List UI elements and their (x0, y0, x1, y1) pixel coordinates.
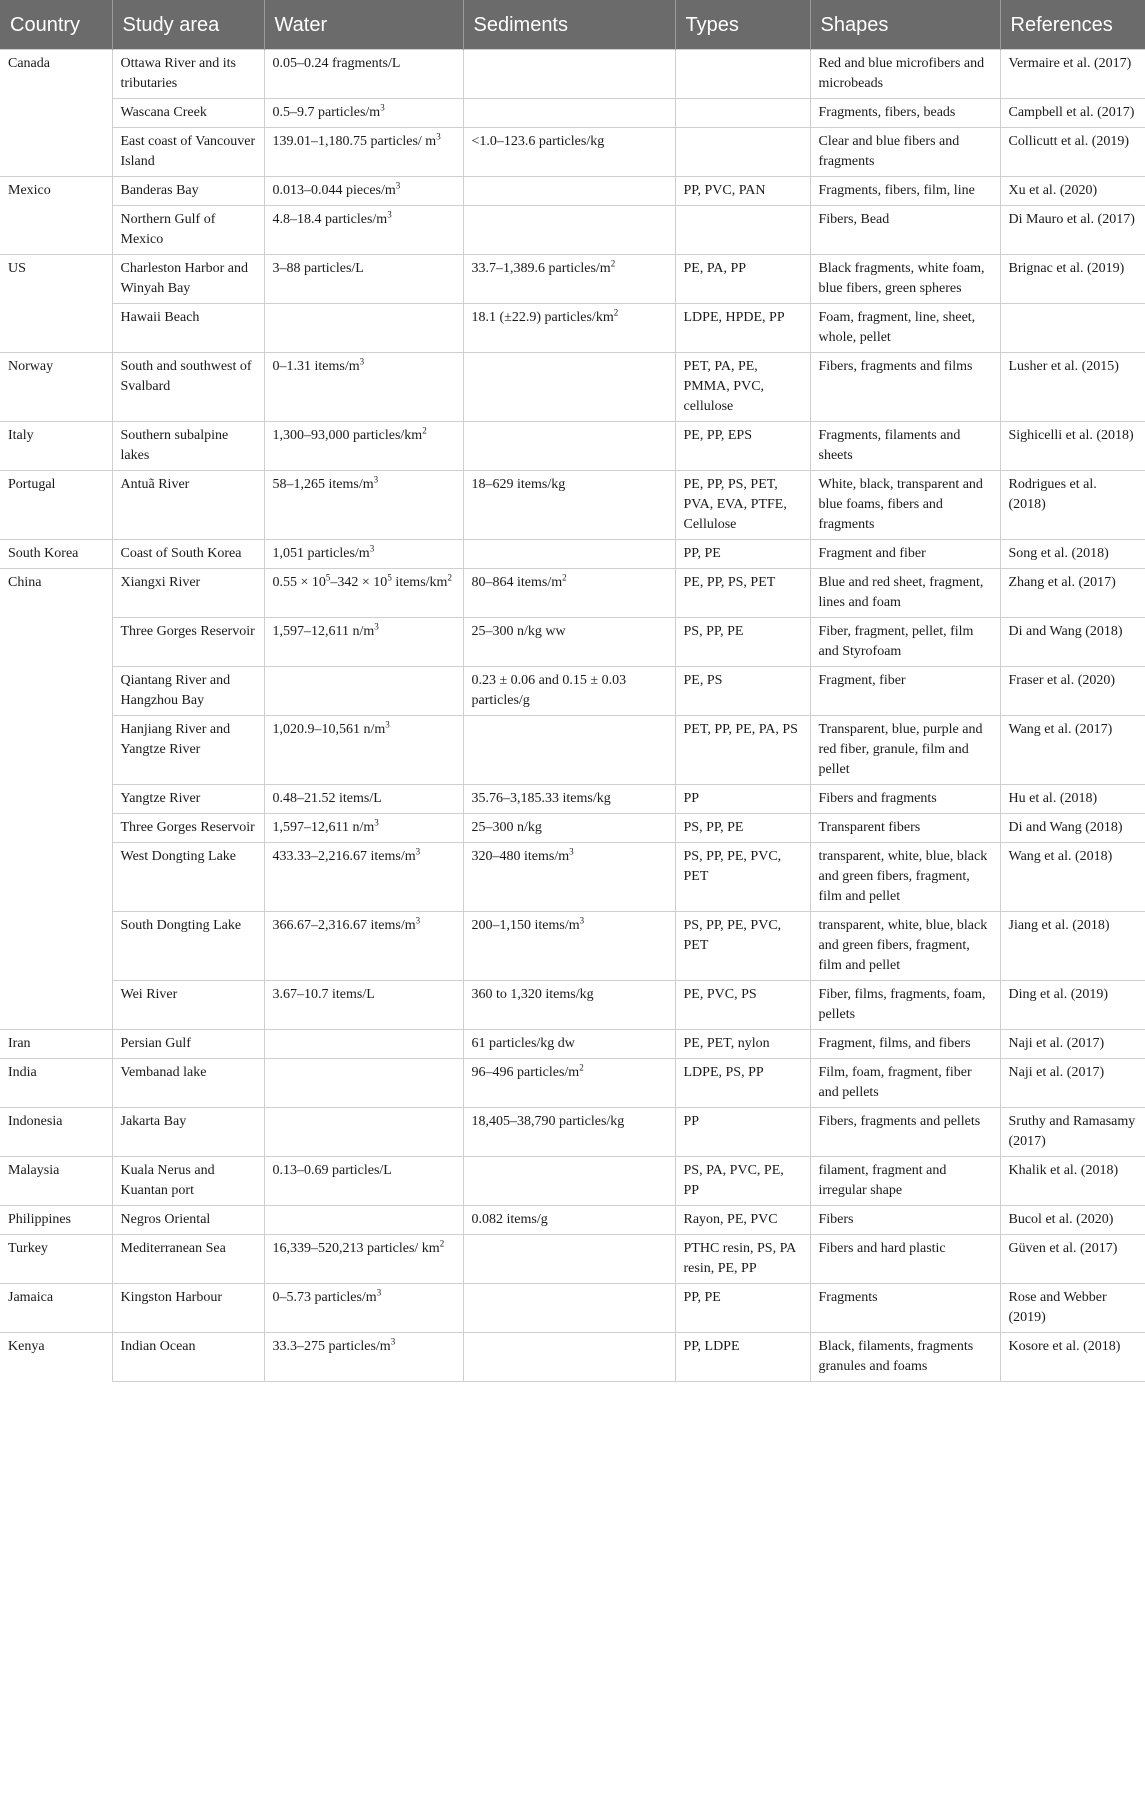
cell-sediments: <1.0–123.6 particles/kg (463, 128, 675, 177)
cell-country: China (0, 569, 112, 1030)
cell-types: PP, PVC, PAN (675, 177, 810, 206)
cell-shapes: Fragment, fiber (810, 667, 1000, 716)
table-row (0, 50, 1145, 99)
header-row (0, 0, 1145, 50)
cell-types: PP (675, 785, 810, 814)
cell-water: 0.5–9.7 particles/$m^3$ (264, 99, 463, 128)
cell-types: LDPE, HPDE, PP (675, 304, 810, 353)
cell-water: 16,339–520,213 particles/ $km^2$ (264, 1235, 463, 1284)
cell-sediments (463, 1157, 675, 1206)
cell-shapes: Film, foam, fragment, fiber and pellets (810, 1059, 1000, 1108)
cell-country: Norway (0, 353, 112, 422)
cell-water (264, 1108, 463, 1157)
cell-country: Kenya (0, 1333, 112, 1382)
cell-country: Malaysia (0, 1157, 112, 1206)
cell-study-area: South and southwest of Svalbard (112, 353, 264, 422)
cell-types: PS, PP, PE (675, 618, 810, 667)
cell-water: 0–1.31 items/$m^3$ (264, 353, 463, 422)
cell-water: 0.05–0.24 fragments/L (264, 50, 463, 99)
cell-shapes: Fragments, filaments and sheets (810, 422, 1000, 471)
table-row (0, 814, 1145, 843)
cell-sediments: 33.7–1,389.6 particles/$m^2$ (463, 255, 675, 304)
cell-reference: Sruthy and Ramasamy (2017) (1000, 1108, 1145, 1157)
cell-sediments: 25–300 n/kg ww (463, 618, 675, 667)
cell-country: US (0, 255, 112, 353)
cell-shapes: Fragment and fiber (810, 540, 1000, 569)
cell-study-area: Charleston Harbor and Winyah Bay (112, 255, 264, 304)
cell-country: India (0, 1059, 112, 1108)
cell-types: PP, PE (675, 1284, 810, 1333)
cell-study-area: Three Gorges Reservoir (112, 618, 264, 667)
cell-country: Canada (0, 50, 112, 177)
cell-study-area: Banderas Bay (112, 177, 264, 206)
header-references: References (1000, 0, 1145, 50)
cell-reference: Ding et al. (2019) (1000, 981, 1145, 1030)
cell-water (264, 1030, 463, 1059)
cell-study-area: Jakarta Bay (112, 1108, 264, 1157)
cell-shapes: Black, filaments, fragments granules and foams (810, 1333, 1000, 1382)
cell-sediments (463, 540, 675, 569)
cell-water (264, 667, 463, 716)
cell-types: PE, PA, PP (675, 255, 810, 304)
cell-shapes: Fibers, fragments and pellets (810, 1108, 1000, 1157)
table-row (0, 981, 1145, 1030)
table-row (0, 843, 1145, 912)
cell-study-area: Northern Gulf of Mexico (112, 206, 264, 255)
cell-sediments (463, 1235, 675, 1284)
cell-sediments (463, 716, 675, 785)
cell-shapes: White, black, transparent and blue foams, fibers and fragments (810, 471, 1000, 540)
table-row (0, 618, 1145, 667)
cell-types: PP, PE (675, 540, 810, 569)
cell-country: Jamaica (0, 1284, 112, 1333)
cell-water: 0.48–21.52 items/L (264, 785, 463, 814)
cell-shapes: transparent, white, blue, black and green fibers, fragment, film and pellet (810, 843, 1000, 912)
cell-study-area: West Dongting Lake (112, 843, 264, 912)
cell-study-area: Qiantang River and Hangzhou Bay (112, 667, 264, 716)
table-row (0, 206, 1145, 255)
cell-reference: Di and Wang (2018) (1000, 814, 1145, 843)
cell-reference: Zhang et al. (2017) (1000, 569, 1145, 618)
cell-country: Indonesia (0, 1108, 112, 1157)
cell-shapes: Fibers and hard plastic (810, 1235, 1000, 1284)
cell-shapes: filament, fragment and irregular shape (810, 1157, 1000, 1206)
cell-shapes: Transparent fibers (810, 814, 1000, 843)
cell-study-area: Yangtze River (112, 785, 264, 814)
cell-reference: Hu et al. (2018) (1000, 785, 1145, 814)
table-row (0, 304, 1145, 353)
cell-reference: Rose and Webber (2019) (1000, 1284, 1145, 1333)
cell-study-area: Negros Oriental (112, 1206, 264, 1235)
header-shapes: Shapes (810, 0, 1000, 50)
cell-shapes: Fibers (810, 1206, 1000, 1235)
cell-shapes: Fibers, Bead (810, 206, 1000, 255)
cell-study-area: Kuala Nerus and Kuantan port (112, 1157, 264, 1206)
cell-study-area: Persian Gulf (112, 1030, 264, 1059)
cell-sediments: 200–1,150 items/$m^3$ (463, 912, 675, 981)
cell-sediments (463, 99, 675, 128)
cell-reference: Di Mauro et al. (2017) (1000, 206, 1145, 255)
table-row (0, 1157, 1145, 1206)
header-water: Water (264, 0, 463, 50)
cell-shapes: Fragments, fibers, beads (810, 99, 1000, 128)
cell-sediments (463, 50, 675, 99)
cell-country: Turkey (0, 1235, 112, 1284)
cell-water: 0–5.73 particles/$m^3$ (264, 1284, 463, 1333)
cell-shapes: Black fragments, white foam, blue fibers, green spheres (810, 255, 1000, 304)
cell-types (675, 206, 810, 255)
cell-types: LDPE, PS, PP (675, 1059, 810, 1108)
cell-sediments (463, 206, 675, 255)
table-row (0, 1284, 1145, 1333)
cell-shapes: Fiber, films, fragments, foam, pellets (810, 981, 1000, 1030)
cell-shapes: Fibers and fragments (810, 785, 1000, 814)
table-row (0, 255, 1145, 304)
table-row (0, 128, 1145, 177)
cell-reference: Song et al. (2018) (1000, 540, 1145, 569)
cell-water: 1,300–93,000 particles/$km^2$ (264, 422, 463, 471)
cell-sediments: 35.76–3,185.33 items/kg (463, 785, 675, 814)
cell-shapes: Blue and red sheet, fragment, lines and foam (810, 569, 1000, 618)
cell-reference: Khalik et al. (2018) (1000, 1157, 1145, 1206)
cell-study-area: Three Gorges Reservoir (112, 814, 264, 843)
cell-water: 0.13–0.69 particles/L (264, 1157, 463, 1206)
cell-sediments: 18,405–38,790 particles/kg (463, 1108, 675, 1157)
cell-country: Portugal (0, 471, 112, 540)
cell-water: 1,597–12,611 $n/m^3$ (264, 618, 463, 667)
cell-water: 1,597–12,611 $n/m^3$ (264, 814, 463, 843)
cell-types: PE, PS (675, 667, 810, 716)
table-row (0, 422, 1145, 471)
cell-sediments: 18–629 items/kg (463, 471, 675, 540)
cell-country: South Korea (0, 540, 112, 569)
cell-reference (1000, 304, 1145, 353)
cell-country: Iran (0, 1030, 112, 1059)
cell-shapes: Fiber, fragment, pellet, film and Styrofoam (810, 618, 1000, 667)
cell-reference: Rodrigues et al. (2018) (1000, 471, 1145, 540)
cell-sediments (463, 177, 675, 206)
cell-water: 1,020.9–10,561 $n/m^3$ (264, 716, 463, 785)
cell-sediments: 25–300 n/kg (463, 814, 675, 843)
cell-shapes: Transparent, blue, purple and red fiber, granule, film and pellet (810, 716, 1000, 785)
cell-reference: Kosore et al. (2018) (1000, 1333, 1145, 1382)
table-row (0, 667, 1145, 716)
cell-reference: Collicutt et al. (2019) (1000, 128, 1145, 177)
cell-types: PE, PVC, PS (675, 981, 810, 1030)
cell-reference: Jiang et al. (2018) (1000, 912, 1145, 981)
cell-reference: Bucol et al. (2020) (1000, 1206, 1145, 1235)
cell-study-area: Xiangxi River (112, 569, 264, 618)
cell-study-area: Antuã River (112, 471, 264, 540)
cell-sediments: 61 particles/kg dw (463, 1030, 675, 1059)
table-row (0, 1030, 1145, 1059)
cell-shapes: Foam, fragment, line, sheet, whole, pellet (810, 304, 1000, 353)
cell-water (264, 1059, 463, 1108)
cell-types (675, 128, 810, 177)
cell-types: PE, PP, EPS (675, 422, 810, 471)
table-row (0, 1059, 1145, 1108)
cell-study-area: Hawaii Beach (112, 304, 264, 353)
cell-sediments: 0.23 ± 0.06 and 0.15 ± 0.03 particles/g (463, 667, 675, 716)
header-country: Country (0, 0, 112, 50)
cell-types: PP (675, 1108, 810, 1157)
table-row (0, 99, 1145, 128)
cell-water: 366.67–2,316.67 items/$m^3$ (264, 912, 463, 981)
cell-types: PET, PA, PE, PMMA, PVC, cellulose (675, 353, 810, 422)
cell-sediments: 320–480 items/$m^3$ (463, 843, 675, 912)
cell-types: PS, PP, PE (675, 814, 810, 843)
cell-shapes: Fragments, fibers, film, line (810, 177, 1000, 206)
cell-sediments: 80–864 items/$m^2$ (463, 569, 675, 618)
cell-water: 139.01–1,180.75 particles/ $m^3$ (264, 128, 463, 177)
cell-sediments: 360 to 1,320 items/kg (463, 981, 675, 1030)
cell-reference: Campbell et al. (2017) (1000, 99, 1145, 128)
table-body (0, 50, 1145, 1382)
cell-types: PTHC resin, PS, PA resin, PE, PP (675, 1235, 810, 1284)
cell-types: PP, LDPE (675, 1333, 810, 1382)
header-study-area: Study area (112, 0, 264, 50)
cell-types: PE, PP, PS, PET (675, 569, 810, 618)
cell-reference: Di and Wang (2018) (1000, 618, 1145, 667)
table-row (0, 177, 1145, 206)
table-row (0, 1108, 1145, 1157)
cell-types: PE, PET, nylon (675, 1030, 810, 1059)
cell-shapes: Fibers, fragments and films (810, 353, 1000, 422)
cell-shapes: Fragments (810, 1284, 1000, 1333)
cell-water: 58–1,265 items/$m^3$ (264, 471, 463, 540)
cell-water: 1,051 particles/$m^3$ (264, 540, 463, 569)
cell-shapes: Clear and blue fibers and fragments (810, 128, 1000, 177)
cell-sediments (463, 353, 675, 422)
cell-study-area: Ottawa River and its tributaries (112, 50, 264, 99)
cell-water (264, 1206, 463, 1235)
table-row (0, 785, 1145, 814)
cell-reference: Sighicelli et al. (2018) (1000, 422, 1145, 471)
cell-water: 33.3–275 particles/$m^3$ (264, 1333, 463, 1382)
table-row (0, 1333, 1145, 1382)
cell-water: 4.8–18.4 particles/$m^3$ (264, 206, 463, 255)
cell-country: Mexico (0, 177, 112, 255)
cell-sediments: 18.1 (±22.9) particles/$km^2$ (463, 304, 675, 353)
header-sediments: Sediments (463, 0, 675, 50)
cell-shapes: transparent, white, blue, black and green fibers, fragment, film and pellet (810, 912, 1000, 981)
cell-sediments (463, 422, 675, 471)
cell-reference: Wang et al. (2018) (1000, 843, 1145, 912)
cell-reference: Vermaire et al. (2017) (1000, 50, 1145, 99)
cell-sediments: 0.082 items/g (463, 1206, 675, 1235)
cell-reference: Güven et al. (2017) (1000, 1235, 1145, 1284)
cell-types: PS, PP, PE, PVC, PET (675, 843, 810, 912)
cell-water: 0.013–0.044 pieces/$m^3$ (264, 177, 463, 206)
cell-reference: Naji et al. (2017) (1000, 1030, 1145, 1059)
cell-types (675, 50, 810, 99)
cell-country: Philippines (0, 1206, 112, 1235)
cell-water: 3.67–10.7 items/L (264, 981, 463, 1030)
cell-study-area: Southern subalpine lakes (112, 422, 264, 471)
cell-study-area: Kingston Harbour (112, 1284, 264, 1333)
table-header (0, 0, 1145, 50)
cell-reference: Fraser et al. (2020) (1000, 667, 1145, 716)
cell-study-area: Hanjiang River and Yangtze River (112, 716, 264, 785)
cell-types: PET, PP, PE, PA, PS (675, 716, 810, 785)
table-row (0, 540, 1145, 569)
cell-reference: Brignac et al. (2019) (1000, 255, 1145, 304)
cell-water: $0.55 \times 10^5-342 \times 10^5$ items/$km^2$ (264, 569, 463, 618)
cell-types (675, 99, 810, 128)
cell-types: PE, PP, PS, PET, PVA, EVA, PTFE, Cellulose (675, 471, 810, 540)
cell-types: PS, PP, PE, PVC, PET (675, 912, 810, 981)
cell-reference: Xu et al. (2020) (1000, 177, 1145, 206)
cell-types: Rayon, PE, PVC (675, 1206, 810, 1235)
cell-study-area: Mediterranean Sea (112, 1235, 264, 1284)
table-row (0, 471, 1145, 540)
cell-study-area: South Dongting Lake (112, 912, 264, 981)
cell-sediments (463, 1333, 675, 1382)
header-types: Types (675, 0, 810, 50)
cell-study-area: Indian Ocean (112, 1333, 264, 1382)
cell-water (264, 304, 463, 353)
table-row (0, 716, 1145, 785)
table-row (0, 912, 1145, 981)
cell-study-area: Wascana Creek (112, 99, 264, 128)
cell-reference: Naji et al. (2017) (1000, 1059, 1145, 1108)
table-row (0, 353, 1145, 422)
table-row (0, 1206, 1145, 1235)
cell-shapes: Red and blue microfibers and microbeads (810, 50, 1000, 99)
cell-reference: Lusher et al. (2015) (1000, 353, 1145, 422)
cell-sediments (463, 1284, 675, 1333)
table-row (0, 1235, 1145, 1284)
table-row (0, 569, 1145, 618)
cell-reference: Wang et al. (2017) (1000, 716, 1145, 785)
cell-country: Italy (0, 422, 112, 471)
cell-water: 3–88 particles/L (264, 255, 463, 304)
cell-study-area: Coast of South Korea (112, 540, 264, 569)
cell-water: 433.33–2,216.67 items/$m^3$ (264, 843, 463, 912)
cell-types: PS, PA, PVC, PE, PP (675, 1157, 810, 1206)
cell-sediments: 96–496 particles/$m^2$ (463, 1059, 675, 1108)
cell-study-area: Vembanad lake (112, 1059, 264, 1108)
cell-shapes: Fragment, films, and fibers (810, 1030, 1000, 1059)
cell-study-area: Wei River (112, 981, 264, 1030)
cell-study-area: East coast of Vancouver Island (112, 128, 264, 177)
